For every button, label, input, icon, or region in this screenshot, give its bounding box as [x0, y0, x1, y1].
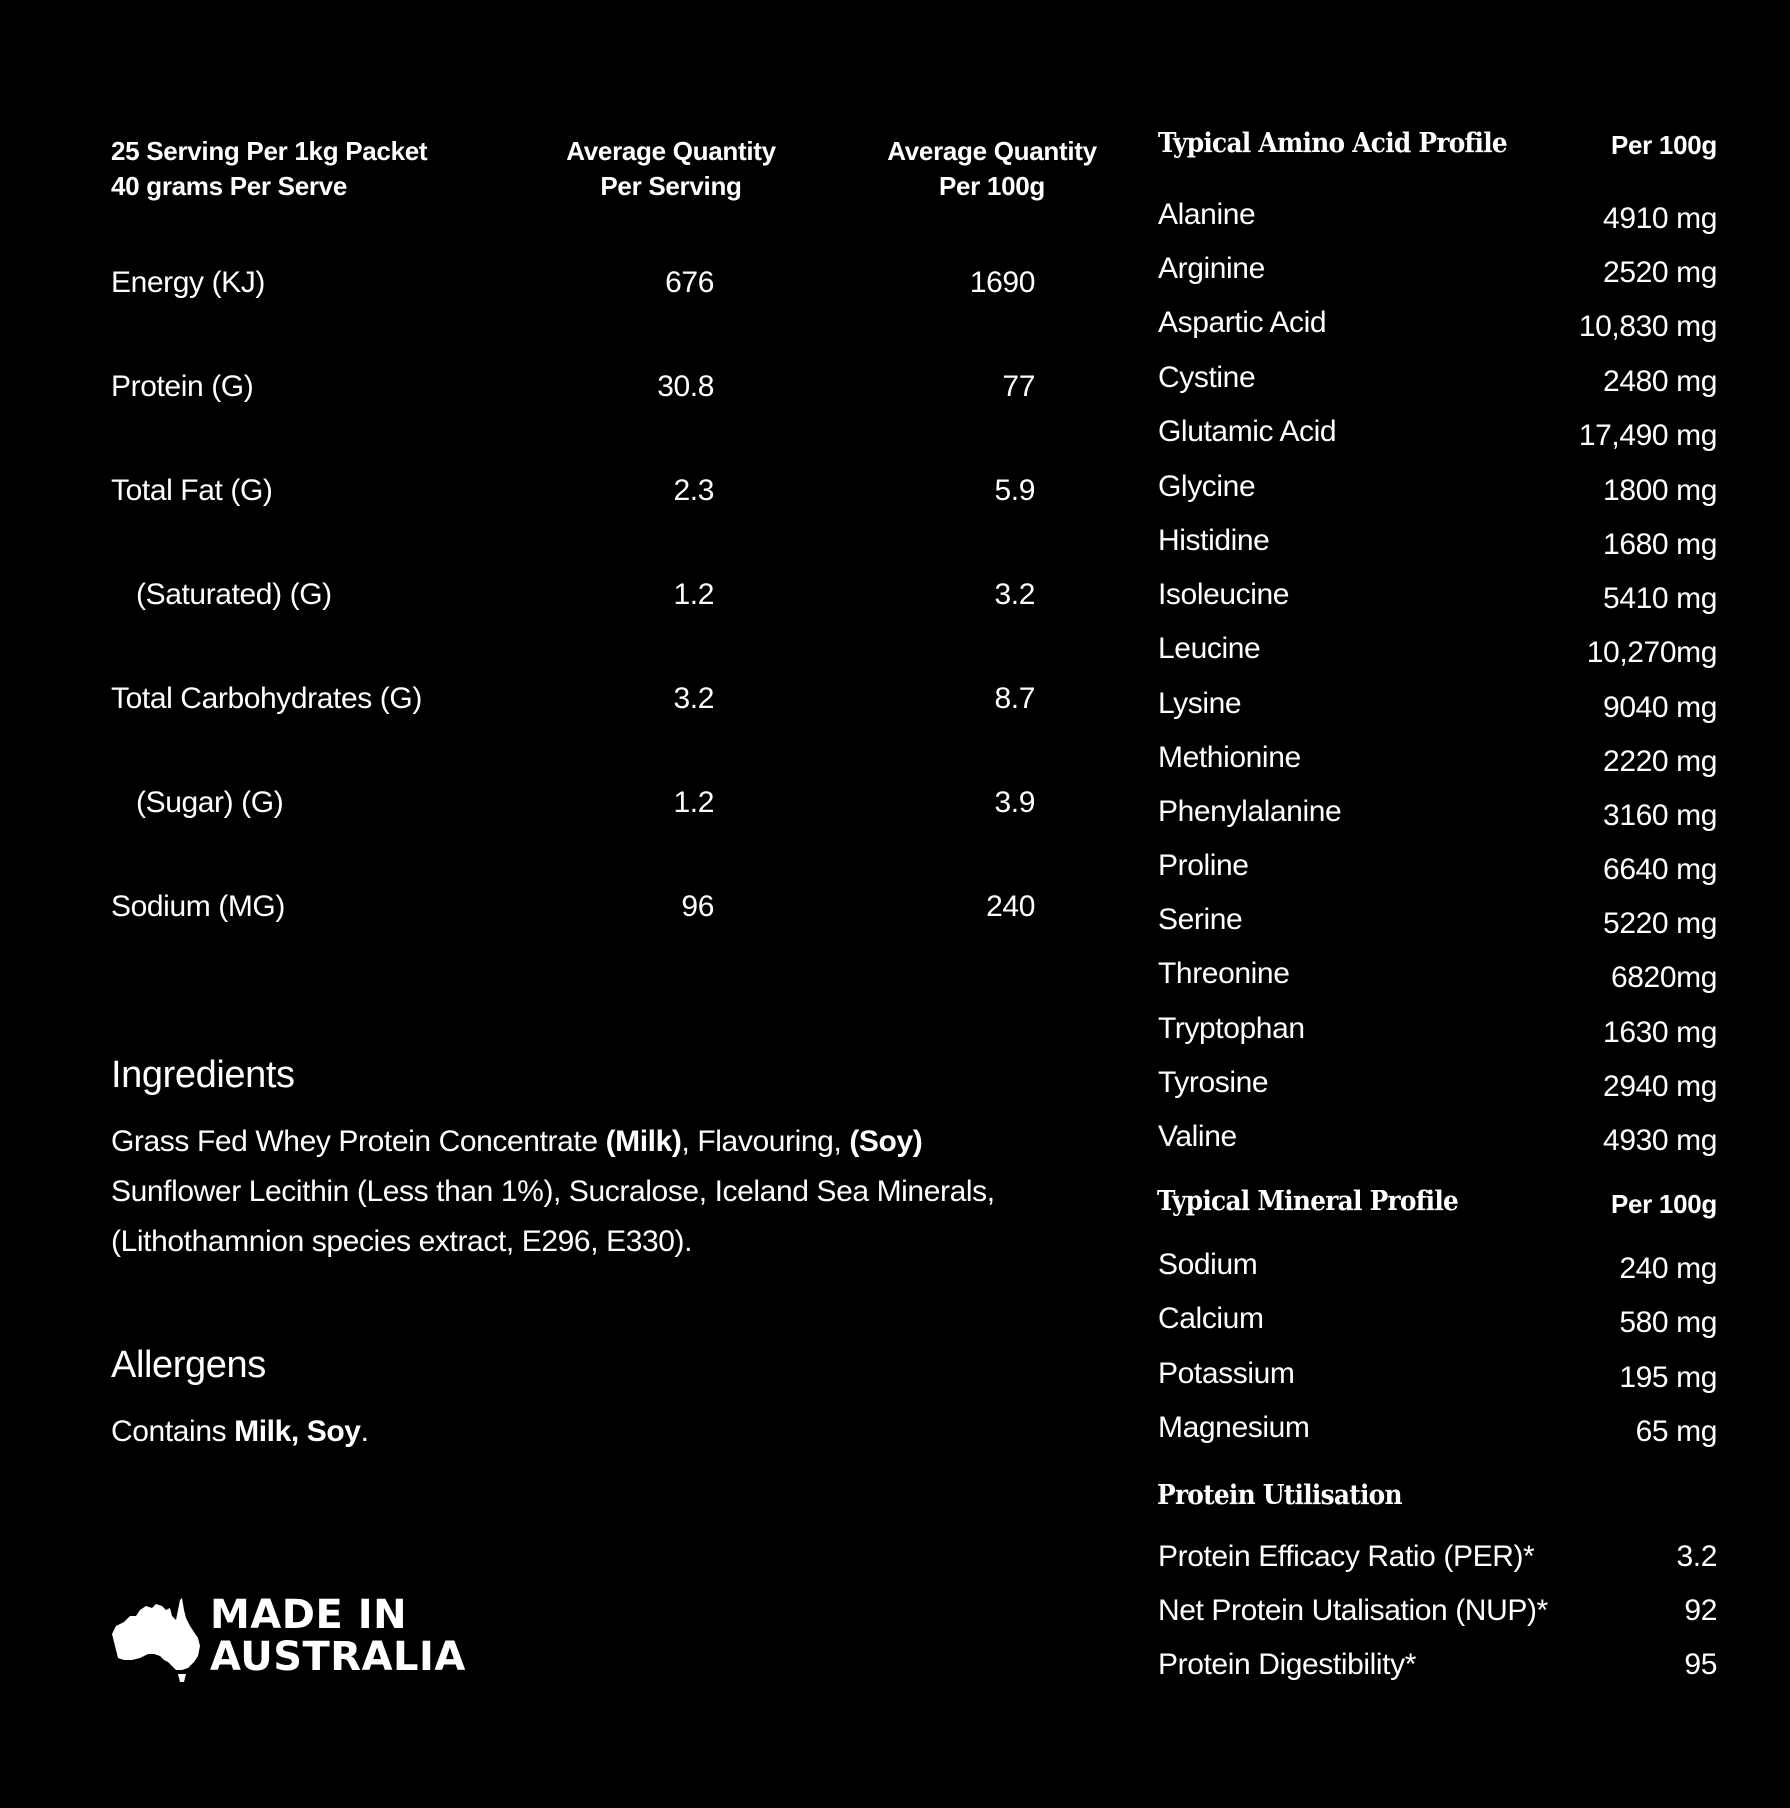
list-item	[1158, 849, 1717, 903]
amino-name: Glycine	[1158, 470, 1256, 503]
amino-value: 2940 mg	[1603, 1070, 1717, 1103]
table-row	[111, 682, 1041, 722]
amino-value: 17,490 mg	[1578, 419, 1717, 452]
table-row	[111, 786, 1041, 826]
amino-value: 1800 mg	[1603, 474, 1717, 507]
list-item	[1158, 361, 1717, 415]
amino-value: 1680 mg	[1603, 528, 1717, 561]
list-item	[1158, 470, 1717, 524]
per-serving-value: 2.3	[673, 474, 714, 507]
amino-value: 2220 mg	[1603, 745, 1717, 778]
utilisation-metric: Net Protein Utalisation (NUP)*	[1158, 1594, 1548, 1627]
amino-name: Glutamic Acid	[1158, 415, 1337, 448]
mineral-value: 65 mg	[1635, 1415, 1717, 1448]
amino-value: 5220 mg	[1603, 907, 1717, 940]
allergens-title: Allergens	[111, 1344, 266, 1386]
ingredients-text	[111, 1117, 1111, 1267]
list-item	[1158, 1540, 1717, 1594]
column-header-per-100g	[852, 134, 1132, 204]
list-item	[1158, 1411, 1717, 1465]
allergens-list: Milk, Soy	[234, 1415, 361, 1448]
protein-utilisation-title: Protein Utilisation	[1157, 1480, 1402, 1511]
amino-value: 4910 mg	[1603, 202, 1717, 235]
nutrient-label: (Sugar) (G)	[136, 786, 284, 819]
nutrient-label: Protein (G)	[111, 370, 254, 403]
nutrient-label: (Saturated) (G)	[136, 578, 332, 611]
ingredients-line: (Lithothamnion species extract, E296, E330).	[111, 1225, 693, 1258]
per-serving-value: 1.2	[673, 786, 714, 819]
ingredients-line	[111, 1117, 1111, 1167]
allergens-suffix: .	[360, 1415, 369, 1448]
list-item	[1158, 1302, 1717, 1356]
per-100g-value: 8.7	[994, 682, 1035, 715]
table-row	[111, 578, 1041, 618]
table-row	[111, 266, 1041, 306]
amino-name: Tryptophan	[1158, 1012, 1305, 1045]
nutrient-label: Sodium (MG)	[111, 890, 285, 923]
amino-name: Leucine	[1158, 632, 1261, 665]
servings-per-pack: 25 Serving Per 1kg Packet	[111, 136, 428, 166]
amino-name: Lysine	[1158, 687, 1242, 720]
ingredient-text: , Flavouring,	[681, 1125, 850, 1158]
amino-value: 10,270mg	[1586, 636, 1717, 669]
amino-value: 10,830 mg	[1578, 310, 1717, 343]
per-100g-value: 3.2	[994, 578, 1035, 611]
mineral-value: 240 mg	[1619, 1252, 1717, 1285]
amino-value: 9040 mg	[1603, 691, 1717, 724]
list-item	[1158, 1248, 1717, 1302]
amino-name: Histidine	[1158, 524, 1270, 557]
per-100g-value: 5.9	[994, 474, 1035, 507]
mineral-value: 580 mg	[1619, 1306, 1717, 1339]
amino-name: Serine	[1158, 903, 1243, 936]
utilisation-metric: Protein Digestibility*	[1158, 1648, 1416, 1681]
mineral-name: Magnesium	[1158, 1411, 1310, 1444]
amino-acid-title: Typical Amino Acid Profile	[1158, 128, 1507, 159]
table-row	[111, 474, 1041, 514]
list-item	[1158, 903, 1717, 957]
ingredients-line: Sunflower Lecithin (Less than 1%), Sucralose, Iceland Sea Minerals,	[111, 1175, 995, 1208]
amino-name: Phenylalanine	[1158, 795, 1342, 828]
column-header-line: Per 100g	[938, 171, 1045, 201]
list-item	[1158, 632, 1717, 686]
amino-value: 6640 mg	[1603, 853, 1717, 886]
ingredient-text: Grass Fed Whey Protein Concentrate	[111, 1125, 606, 1158]
list-item	[1158, 1357, 1717, 1411]
list-item	[1158, 957, 1717, 1011]
allergen-soy: (Soy)	[849, 1125, 923, 1158]
amino-unit-header: Per 100g	[1610, 130, 1717, 160]
table-row	[111, 890, 1041, 930]
list-item	[1158, 741, 1717, 795]
list-item	[1158, 198, 1717, 252]
allergens-text	[111, 1407, 369, 1457]
amino-name: Tyrosine	[1158, 1066, 1269, 1099]
mineral-unit-header: Per 100g	[1610, 1189, 1717, 1219]
per-100g-value: 3.9	[994, 786, 1035, 819]
nutrient-label: Total Carbohydrates (G)	[111, 682, 422, 715]
list-item	[1158, 306, 1717, 360]
amino-value: 1630 mg	[1603, 1016, 1717, 1049]
utilisation-metric: Protein Efficacy Ratio (PER)*	[1158, 1540, 1535, 1573]
amino-name: Isoleucine	[1158, 578, 1290, 611]
utilisation-value: 92	[1684, 1594, 1717, 1627]
utilisation-value: 95	[1684, 1648, 1717, 1681]
list-item	[1158, 524, 1717, 578]
allergen-milk: (Milk)	[605, 1125, 682, 1158]
amino-name: Threonine	[1158, 957, 1290, 990]
nutrient-label: Total Fat (G)	[111, 474, 273, 507]
logo-text	[210, 1594, 466, 1678]
amino-value: 5410 mg	[1603, 582, 1717, 615]
amino-value: 2520 mg	[1603, 256, 1717, 289]
amino-value: 4930 mg	[1603, 1124, 1717, 1157]
table-row	[111, 370, 1041, 410]
nutrient-label: Energy (KJ)	[111, 266, 265, 299]
amino-name: Alanine	[1158, 198, 1256, 231]
per-serving-value: 676	[665, 266, 714, 299]
column-header-line: Average Quantity	[566, 136, 776, 166]
per-100g-value: 1690	[969, 266, 1035, 299]
per-100g-value: 77	[1002, 370, 1035, 403]
list-item	[1158, 1648, 1717, 1702]
list-item	[1158, 1012, 1717, 1066]
utilisation-value: 3.2	[1676, 1540, 1717, 1573]
mineral-name: Sodium	[1158, 1248, 1258, 1281]
column-header-per-serving	[531, 134, 811, 204]
list-item	[1158, 415, 1717, 469]
ingredients-title: Ingredients	[111, 1054, 295, 1096]
per-serving-value: 1.2	[673, 578, 714, 611]
mineral-value: 195 mg	[1619, 1361, 1717, 1394]
amino-value: 3160 mg	[1603, 799, 1717, 832]
mineral-name: Calcium	[1158, 1302, 1264, 1335]
per-100g-value: 240	[986, 890, 1035, 923]
amino-name: Arginine	[1158, 252, 1265, 285]
per-serving-value: 3.2	[673, 682, 714, 715]
mineral-name: Potassium	[1158, 1357, 1295, 1390]
list-item	[1158, 1120, 1717, 1174]
servings-info	[111, 134, 531, 204]
amino-value: 6820mg	[1610, 961, 1717, 994]
column-header-line: Per Serving	[600, 171, 742, 201]
made-in-australia-logo	[110, 1592, 500, 1682]
amino-name: Methionine	[1158, 741, 1301, 774]
allergens-prefix: Contains	[111, 1415, 235, 1448]
amino-name: Cystine	[1158, 361, 1256, 394]
logo-line-made-in: MADE IN	[210, 1592, 408, 1638]
amino-name: Proline	[1158, 849, 1249, 882]
list-item	[1158, 795, 1717, 849]
list-item	[1158, 252, 1717, 306]
list-item	[1158, 687, 1717, 741]
per-serving-value: 96	[681, 890, 714, 923]
per-serving-value: 30.8	[657, 370, 714, 403]
mineral-title: Typical Mineral Profile	[1157, 1186, 1459, 1217]
logo-line-australia: AUSTRALIA	[210, 1634, 466, 1680]
amino-value: 2480 mg	[1603, 365, 1717, 398]
australia-map-icon	[110, 1596, 202, 1682]
column-header-line: Average Quantity	[887, 136, 1097, 166]
list-item	[1158, 578, 1717, 632]
list-item	[1158, 1594, 1717, 1648]
amino-name: Valine	[1158, 1120, 1237, 1153]
grams-per-serve: 40 grams Per Serve	[111, 171, 347, 201]
list-item	[1158, 1066, 1717, 1120]
amino-name: Aspartic Acid	[1158, 306, 1327, 339]
